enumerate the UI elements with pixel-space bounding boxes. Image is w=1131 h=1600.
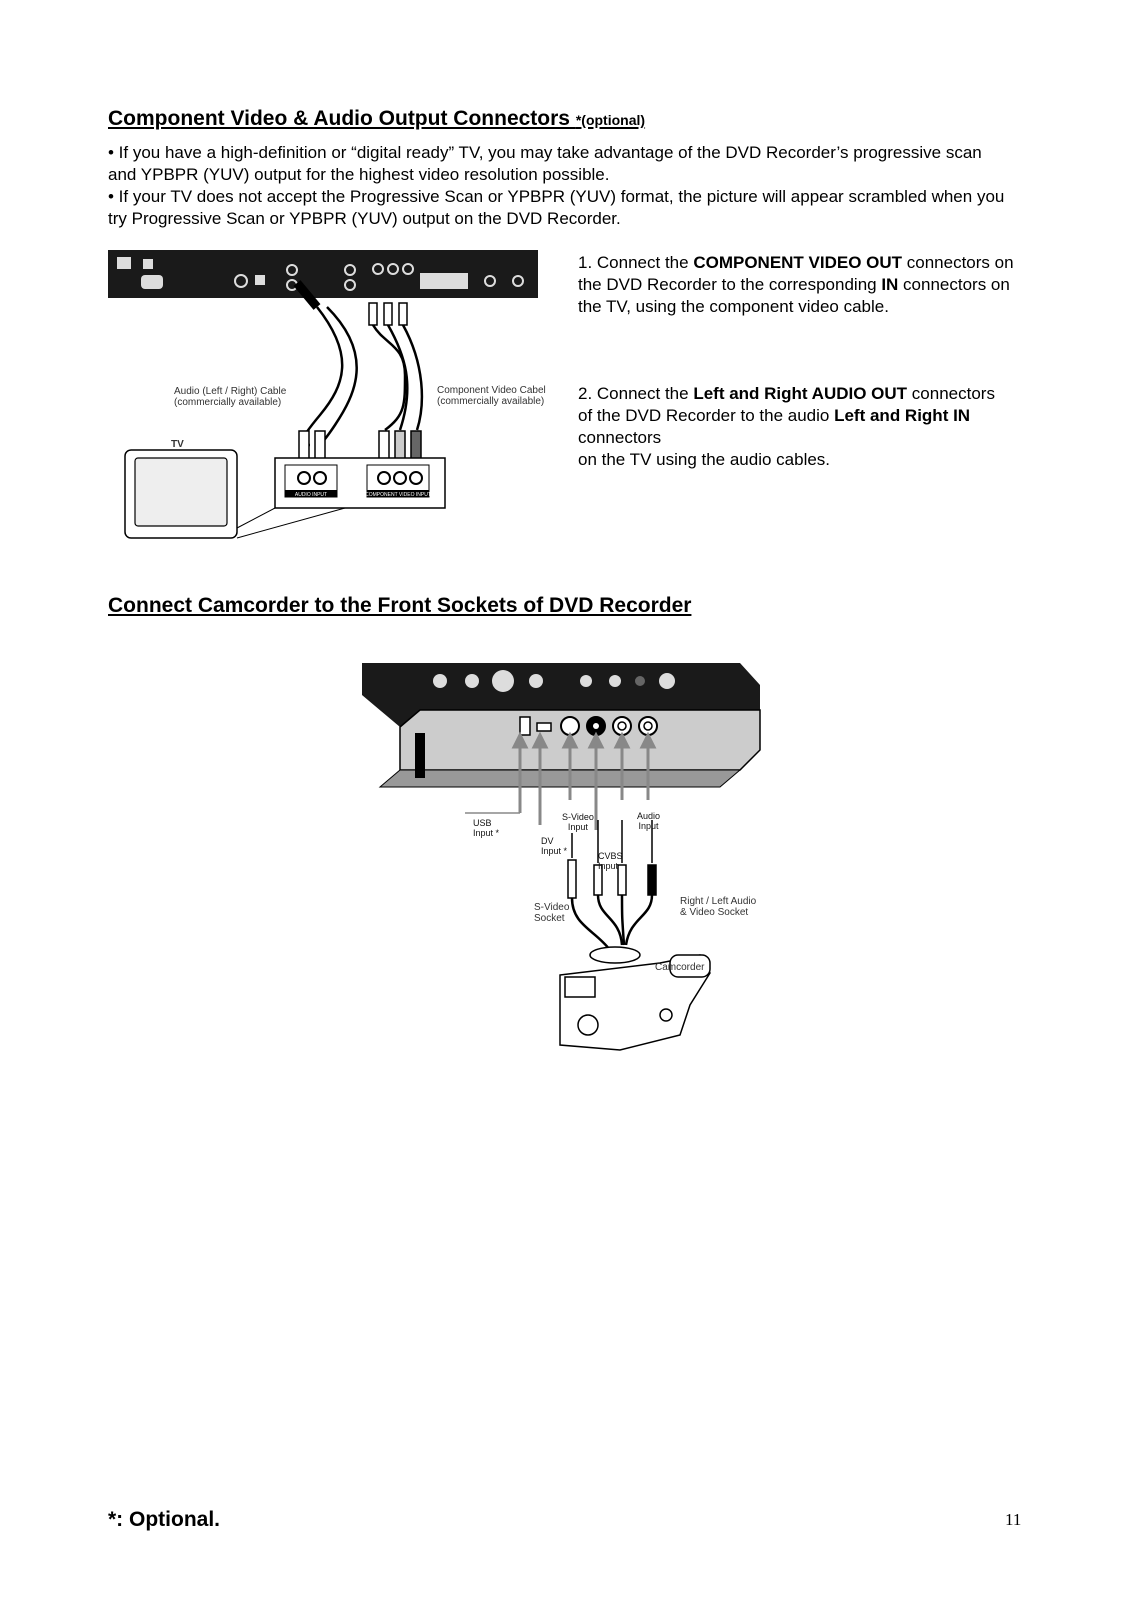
audio-cable-label: [174, 386, 286, 408]
audio-line2: Input: [638, 821, 659, 831]
footer-optional-note: *: Optional.: [108, 1508, 220, 1531]
audio-input-label: AUDIO INPUT: [294, 492, 328, 498]
svideo-socket-line2: Socket: [534, 913, 565, 924]
rl-audio-line1: Right / Left Audio: [680, 896, 757, 907]
cvbs-line2: Input: [598, 861, 619, 871]
step2-line2: on the TV using the audio cables.: [578, 450, 831, 469]
dv-line1: DV: [541, 836, 554, 846]
rl-audio-video-socket-label: [680, 896, 756, 918]
audio-line1: Audio: [637, 811, 661, 821]
bullet-not-supported: • If your TV does not accept the Progressive Scan or YPBPR (YUV) format, the picture will appear scrambled when you try Progressive Scan or YPBPR (YUV) output on the DVD Recorder.: [108, 187, 1005, 228]
page-number: 11: [1005, 1510, 1022, 1529]
svideo-line1: S-Video: [562, 812, 594, 822]
step2-bold2: Left and Right IN: [834, 406, 971, 425]
audio-input-label: [637, 811, 660, 831]
svideo-input-label: [562, 812, 594, 832]
audio-cable-line1: Audio (Left / Right) Cable: [174, 386, 287, 397]
step1-post: connectors on the TV, using the component video cable.: [578, 275, 1010, 316]
rl-audio-line2: & Video Socket: [680, 907, 749, 918]
step1-bold2: IN: [881, 275, 899, 294]
dvd-rear-panel: [108, 250, 538, 298]
svideo-socket-label: [534, 902, 569, 924]
component-cable-label: [437, 385, 546, 407]
section-title-text: Component Video & Audio Output Connectors: [108, 107, 570, 130]
svideo-socket-line1: S-Video: [534, 902, 570, 913]
step2-mid: connectors of the DVD Recorder to the audio: [578, 384, 995, 425]
dv-line2: Input *: [541, 846, 568, 856]
step2-post: connectors: [578, 428, 662, 447]
cvbs-input-label: [598, 851, 623, 871]
step2-bold1: Left and Right AUDIO OUT: [693, 384, 908, 403]
step2-pre: 2. Connect the: [578, 384, 694, 403]
audio-cable-line2: (commercially available): [174, 397, 282, 408]
usb-line2: Input *: [473, 828, 500, 838]
camcorder-connection-diagram: [360, 655, 780, 1075]
component-cable-line1: Component Video Cabel: [437, 385, 546, 396]
step-2: [578, 383, 1008, 471]
step1-mid: connectors on the DVD Recorder to the corresponding: [578, 253, 1014, 294]
bullet-hd-tv: • If you have a high-definition or “digital ready” TV, you may take advantage of the DVD Recorder’s progressive scan and YPBPR (YUV) output for the highest video resolution possible.: [108, 143, 982, 184]
svideo-line2: Input: [567, 822, 588, 832]
cvbs-line1: CVBS: [598, 851, 623, 861]
tv-label: TV: [171, 439, 184, 450]
camcorder-label: Camcorder: [655, 962, 705, 973]
component-input-label: COMPONENT VIDEO INPUT: [365, 492, 431, 498]
dv-input-label: [541, 836, 567, 856]
usb-input-label: [473, 818, 499, 838]
section-title-component-video: [108, 107, 645, 131]
step-1: [578, 252, 1018, 318]
optional-note: *(optional): [575, 112, 646, 128]
step1-bold1: COMPONENT VIDEO OUT: [693, 253, 903, 272]
component-cable-line2: (commercially available): [437, 396, 545, 407]
usb-line1: USB: [473, 818, 492, 828]
section-title-camcorder: Connect Camcorder to the Front Sockets of DVD Recorder: [108, 594, 692, 617]
step1-pre: 1. Connect the: [578, 253, 694, 272]
